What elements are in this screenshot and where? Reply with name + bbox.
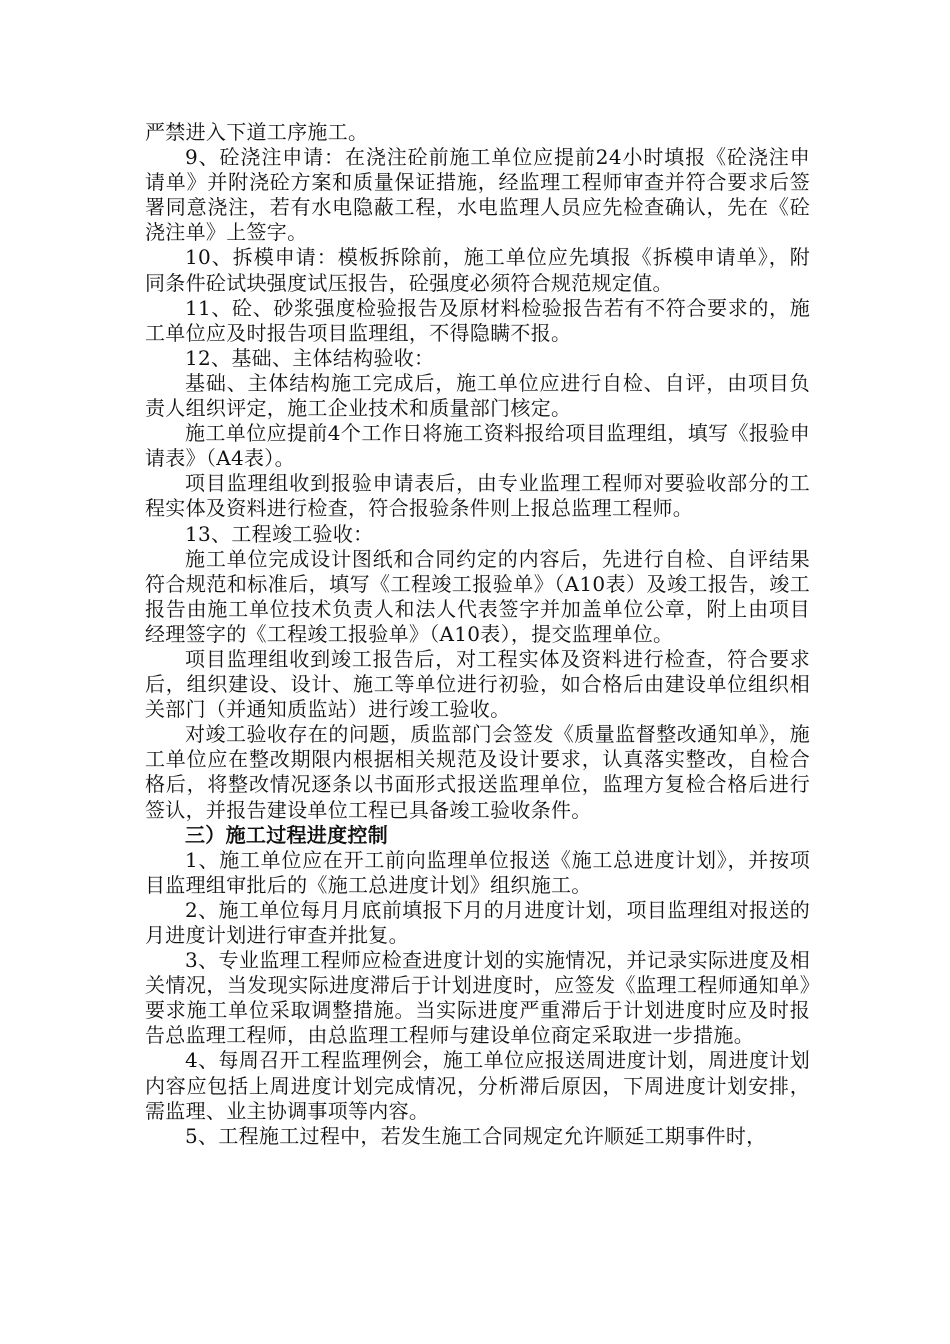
body-paragraph: 2、施工单位每月月底前填报下月的月进度计划，项目监理组对报送的月进度计划进行审查并批复。 [145, 897, 810, 947]
section-heading: 三）施工过程进度控制 [185, 822, 388, 847]
body-paragraph: 施工单位应提前4个工作日将施工资料报给项目监理组，填写《报验申请表》（A4表）。 [145, 421, 810, 471]
body-paragraph: 12、基础、主体结构验收： [185, 345, 435, 370]
body-paragraph: 5、工程施工过程中，若发生施工合同规定允许顺延工期事件时， [185, 1123, 767, 1148]
body-paragraph: 施工单位完成设计图纸和合同约定的内容后，先进行自检、自评结果符合规范和标准后，填写《工程竣工报验单》（A10表）及竣工报告，竣工报告由施工单位技术负责人和法人代表签字并加盖单位公章，附上由项目经理签字的《工程竣工报验单》（A10表），提交监理单位。 [145, 546, 810, 646]
document-page [145, 120, 810, 1149]
body-paragraph: 项目监理组收到竣工报告后，对工程实体及资料进行检查，符合要求后，组织建设、设计、施工等单位进行初验，如合格后由建设单位组织相关部门（并通知质监站）进行竣工验收。 [145, 646, 810, 722]
body-paragraph: 基础、主体结构施工完成后，施工单位应进行自检、自评，由项目负责人组织评定，施工企业技术和质量部门核定。 [145, 370, 810, 421]
body-paragraph: 13、工程竣工验收： [185, 521, 374, 546]
body-paragraph: 3、专业监理工程师应检查进度计划的实施情况，并记录实际进度及相关情况，当发现实际进度滞后于计划进度时，应签发《监理工程师通知单》要求施工单位采取调整措施。当实际进度严重滞后于计划进度时应及时报告总监理工程师，由总监理工程师与建设单位商定采取进一步措施。 [145, 948, 810, 1048]
body-paragraph: 严禁进入下道工序施工。 [145, 120, 369, 144]
body-paragraph: 项目监理组收到报验申请表后，由专业监理工程师对要验收部分的工程实体及资料进行检查，符合报验条件则上报总监理工程师。 [145, 471, 810, 521]
body-paragraph: 1、施工单位应在开工前向监理单位报送《施工总进度计划》，并按项目监理组审批后的《施工总进度计划》组织施工。 [145, 847, 810, 897]
body-paragraph: 10、拆模申请：模板拆除前，施工单位应先填报《拆模申请单》，附同条件砼试块强度试压报告，砼强度必须符合规范规定值。 [145, 245, 810, 295]
body-paragraph: 11、砼、砂浆强度检验报告及原材料检验报告若有不符合要求的，施工单位应及时报告项目监理组，不得隐瞒不报。 [145, 295, 810, 345]
body-paragraph: 4、每周召开工程监理例会，施工单位应报送周进度计划，周进度计划内容应包括上周进度计划完成情况，分析滞后原因，下周进度计划安排，需监理、业主协调事项等内容。 [145, 1048, 810, 1123]
body-paragraph: 对竣工验收存在的问题，质监部门会签发《质量监督整改通知单》，施工单位应在整改期限内根据相关规范及设计要求，认真落实整改，自检合格后，将整改情况逐条以书面形式报送监理单位，监理方复检合格后进行签认，并报告建设单位工程已具备竣工验收条件。 [145, 722, 810, 822]
body-paragraph: 9、砼浇注申请：在浇注砼前施工单位应提前24小时填报《砼浇注申请单》并附浇砼方案和质量保证措施，经监理工程师审查并符合要求后签署同意浇注，若有水电隐蔽工程，水电监理人员应先检查确认，先在《砼浇注单》上签字。 [145, 145, 810, 245]
